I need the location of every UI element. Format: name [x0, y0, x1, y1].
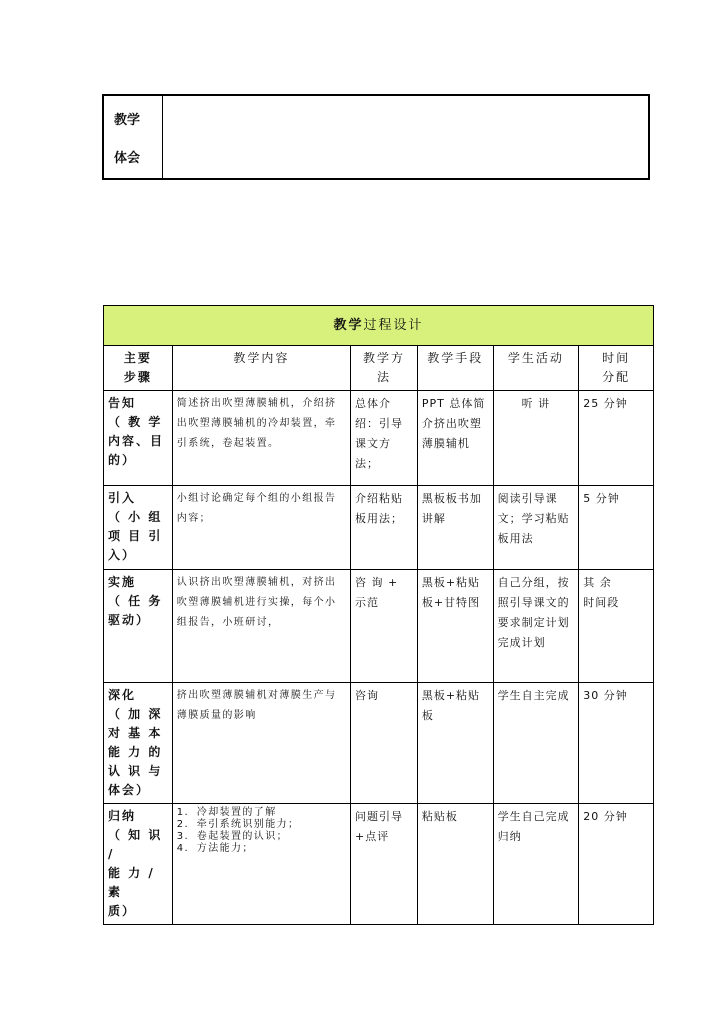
row-method: 问题引导+点评	[351, 804, 418, 925]
row-means: 粘贴板	[417, 804, 493, 925]
header-content: 教学内容	[172, 346, 350, 391]
list-item: 2. 牵引系统识别能力；	[176, 819, 300, 830]
row-content: 认识挤出吹塑薄膜辅机，对挤出吹塑薄膜辅机进行实操，每个小组报告，小班研讨，	[172, 570, 350, 683]
process-title	[104, 306, 654, 346]
reflection-label-line2: 体会	[114, 151, 141, 166]
table-row	[104, 486, 654, 570]
header-step-line2: 步骤	[123, 370, 152, 384]
table-row	[104, 391, 654, 486]
header-time	[579, 346, 654, 391]
summary-points	[177, 807, 346, 855]
row-step: 深化 （ 加 深 对 基 本 能 力 的 认 识 与 体会）	[104, 683, 173, 804]
row-content: 挤出吹塑薄膜辅机对薄膜生产与薄膜质量的影响	[172, 683, 350, 804]
header-method-line2: 法	[376, 370, 391, 384]
table-row	[104, 570, 654, 683]
row-activity: 学生自主完成	[493, 683, 579, 804]
row-time: 其 余 时间段	[579, 570, 654, 683]
row-step: 实施 （ 任 务 驱动）	[104, 570, 173, 683]
row-content	[172, 804, 350, 925]
row-content: 简述挤出吹塑薄膜辅机，介绍挤出吹塑薄膜辅机的冷却装置，牵引系统，卷起装置。	[172, 391, 350, 486]
row-means: 黑板板书加讲解	[417, 486, 493, 570]
row-time: 30 分钟	[579, 683, 654, 804]
row-content: 小组讨论确定每个组的小组报告内容；	[172, 486, 350, 570]
reflection-content	[163, 95, 650, 179]
row-time: 25 分钟	[579, 391, 654, 486]
row-means: 黑板+粘贴板+甘特图	[417, 570, 493, 683]
row-method: 咨询	[351, 683, 418, 804]
header-time-line2: 分配	[602, 370, 631, 384]
row-method: 总体介绍：引导课文方法；	[351, 391, 418, 486]
process-table	[103, 305, 654, 925]
row-means: 黑板+粘贴板	[417, 683, 493, 804]
row-step: 引入 （ 小 组 项 目 引 入）	[104, 486, 173, 570]
row-activity: 阅读引导课文；学习粘贴板用法	[493, 486, 579, 570]
header-time-line1: 时间	[602, 351, 631, 365]
row-step: 归纳 （ 知 识 / 能 力 / 素 质）	[104, 804, 173, 925]
row-step: 告知 （ 教 学 内容、目 的）	[104, 391, 173, 486]
row-activity: 学生自己完成归纳	[493, 804, 579, 925]
table-row	[104, 683, 654, 804]
process-title-bold: 教学	[333, 317, 364, 333]
row-time: 20 分钟	[579, 804, 654, 925]
row-activity: 自己分组，按照引导课文的要求制定计划完成计划	[493, 570, 579, 683]
row-method: 介绍粘贴板用法；	[351, 486, 418, 570]
reflection-table	[102, 94, 650, 180]
header-method-line1: 教学方	[362, 351, 405, 365]
header-method	[351, 346, 418, 391]
table-row	[104, 804, 654, 925]
row-means: PPT 总体简介挤出吹塑薄膜辅机	[417, 391, 493, 486]
header-step	[104, 346, 173, 391]
header-step-line1: 主要	[123, 351, 152, 365]
row-activity: 听 讲	[493, 391, 579, 486]
row-method: 咨 询 + 示范	[351, 570, 418, 683]
list-item: 4. 方法能力；	[176, 843, 254, 854]
header-means: 教学手段	[417, 346, 493, 391]
header-activity: 学生活动	[493, 346, 579, 391]
reflection-label-line1: 教学	[114, 113, 141, 128]
list-item: 3. 卷起装置的认识；	[176, 831, 288, 842]
process-title-rest: 过程设计	[363, 317, 424, 333]
header-row	[104, 346, 654, 391]
row-time: 5 分钟	[579, 486, 654, 570]
list-item: 1. 冷却装置的了解	[176, 807, 277, 818]
reflection-label	[103, 95, 163, 179]
